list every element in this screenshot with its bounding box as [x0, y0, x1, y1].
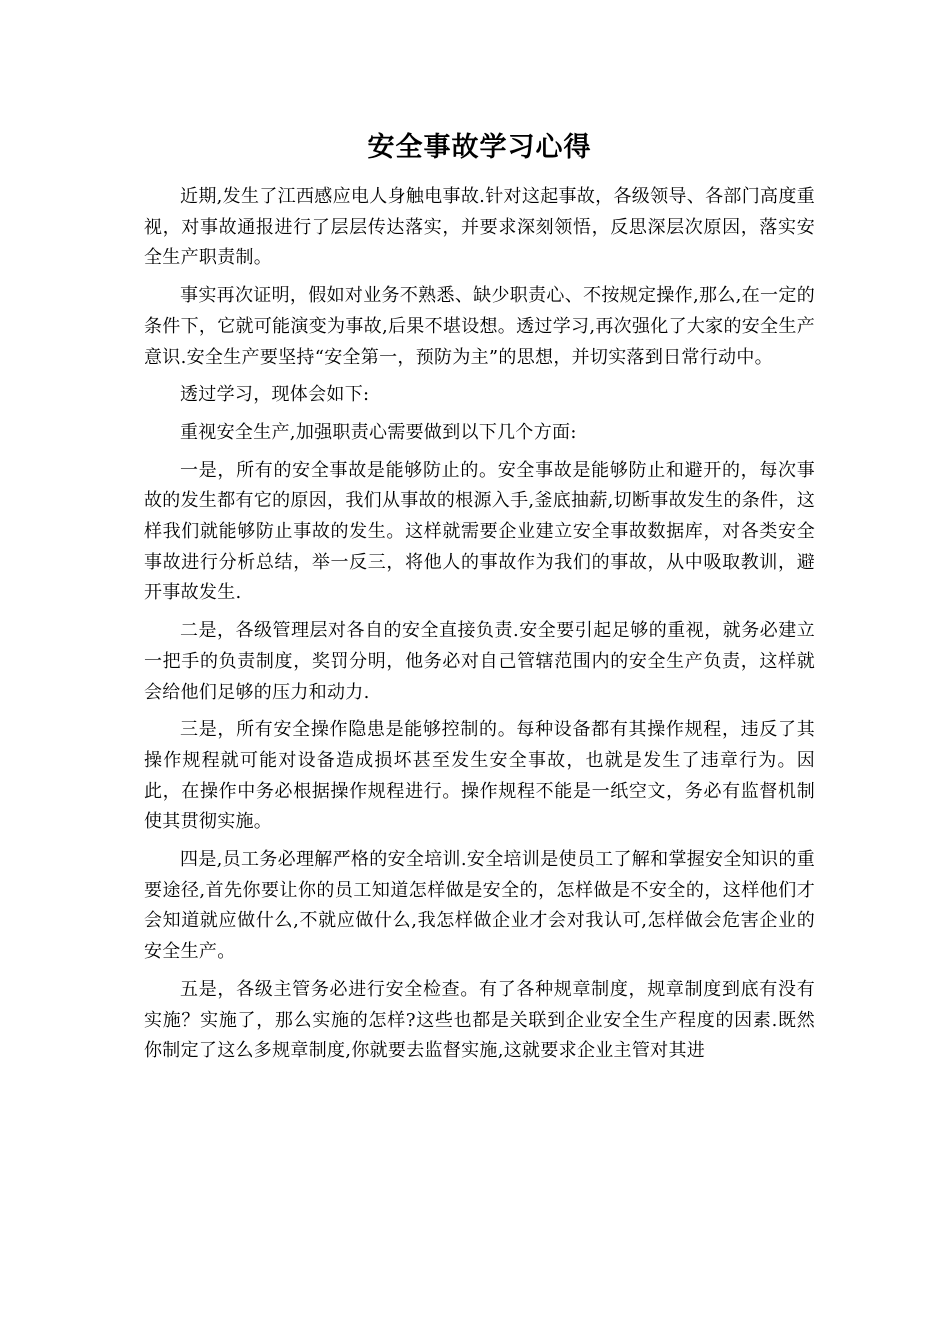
paragraph-point-5: 五是，各级主管务必进行安全检查。有了各种规章制度，规章制度到底有没有实施？实施了，那么实施的怎样?这些也都是关联到企业安全生产程度的因素.既然你制定了这么多规章制度,你就要去监督实施,这就要求企业主管对其进	[144, 978, 815, 1062]
paragraph-point-2: 二是，各级管理层对各自的安全直接负责.安全要引起足够的重视，就务必建立一把手的负责制度，奖罚分明，他务必对自己管辖范围内的安全生产负责，这样就会给他们足够的压力和动力.	[144, 620, 815, 703]
paragraph-intro: 近期,发生了江西感应电人身触电事故.针对这起事故，各级领导、各部门高度重视，对事故通报进行了层层传达落实，并要求深刻领悟，反思深层次原因，落实安全生产职责制。	[144, 186, 815, 269]
paragraph-point-4: 四是,员工务必理解严格的安全培训.安全培训是使员工了解和掌握安全知识的重要途径,首先你要让你的员工知道怎样做是安全的，怎样做是不安全的，这样他们才会知道就应做什么,不就应做什么,我怎样做企业才会对我认可,怎样做会危害企业的安全生产。	[144, 849, 815, 963]
paragraph-summary-lead: 透过学习，现体会如下:	[180, 384, 370, 406]
paragraph-aspects-lead: 重视安全生产,加强职责心需要做到以下几个方面:	[180, 421, 577, 443]
paragraph-lesson: 事实再次证明，假如对业务不熟悉、缺少职责心、不按规定操作,那么,在一定的条件下，它就可能演变为事故,后果不堪设想。透过学习,再次强化了大家的安全生产意识.安全生产要坚持“安全第一，预防为主”的思想，并切实落到日常行动中。	[144, 285, 815, 368]
paragraph-point-1: 一是，所有的安全事故是能够防止的。安全事故是能够防止和避开的，每次事故的发生都有它的原因，我们从事故的根源入手,釜底抽薪,切断事故发生的条件，这样我们就能够防止事故的发生。这样就需要企业建立安全事故数据库，对各类安全事故进行分析总结，举一反三，将他人的事故作为我们的事故，从中吸取教训，避开事故发生.	[144, 459, 815, 604]
paragraph-point-3: 三是，所有安全操作隐患是能够控制的。每种设备都有其操作规程，违反了其操作规程就可能对设备造成损坏甚至发生安全事故，也就是发生了违章行为。因此，在操作中务必根据操作规程进行。操作规程不能是一纸空文，务必有监督机制使其贯彻实施。	[144, 719, 815, 833]
document-title: 安全事故学习心得	[367, 132, 592, 163]
